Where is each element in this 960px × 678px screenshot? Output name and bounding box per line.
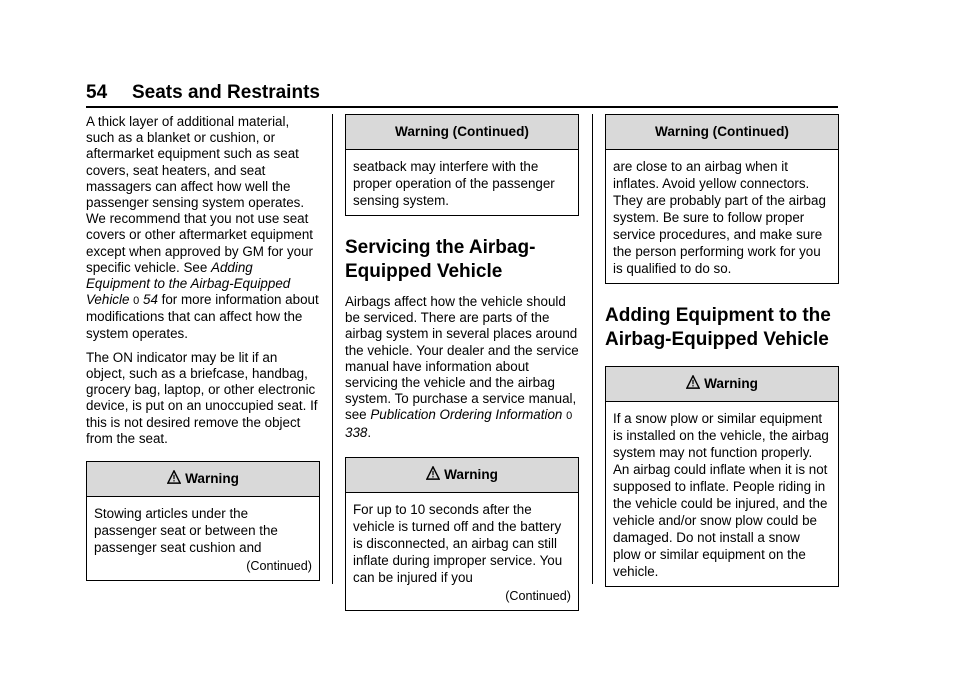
warning-continued-box <box>345 114 579 216</box>
warning-triangle-icon <box>167 470 181 484</box>
warning-body <box>87 497 319 580</box>
xref-publication-ordering[interactable]: Publication Ordering Information 0 338 <box>345 407 573 440</box>
warning-header <box>346 458 578 493</box>
warning-title: Warning <box>704 376 758 391</box>
warning-continued-header: Warning (Continued) <box>606 115 838 150</box>
warning-box <box>345 457 579 611</box>
warning-text: Stowing articles under the passenger seat or between the passenger seat cushion and <box>94 506 278 556</box>
warning-triangle-icon <box>426 466 440 480</box>
warning-continued-box <box>605 114 839 284</box>
warning-header <box>87 462 319 497</box>
warning-box <box>86 461 320 581</box>
warning-header <box>606 367 838 402</box>
warning-title: Warning <box>444 466 498 482</box>
warning-title: Warning <box>185 471 239 487</box>
paragraph-seat-covers: A thick layer of additional material, such as a blanket or cushion, or aftermarket equipment such as seat covers, seat heaters, and seat massagers can affect how well the passenger sensing system operates. We recommend that you not use seat covers or other aftermarket equipment except when approved by GM for your specific vehicle. See Adding Equipment to the Airbag-Equipped Vehicle 0 54 for more information about modifications that can affect how the system operates. <box>86 114 319 341</box>
warning-text: If a snow plow or similar equipment is installed on the vehicle, the airbag system may not function properly. An airbag could inflate when it is not supposed to inflate. People riding in the vehicle could be injured, and the vehicle and/or snow plow could be damaged. Do not install a snow plow or similar equipment on the vehicle. <box>613 411 829 579</box>
paragraph-on-indicator: The ON indicator may be lit if an object, such as a briefcase, handbag, grocery bag, laptop, or other electronic device, is put on an unoccupied seat. If this is not desired remove the object from the seat. <box>86 349 318 446</box>
warning-body <box>346 493 578 610</box>
section-heading-servicing: Servicing the Airbag-Equipped Vehicle <box>345 237 536 282</box>
xref-adding-equipment[interactable]: Adding Equipment to the Airbag-Equipped Vehicle 0 54 <box>86 259 291 308</box>
column-divider <box>332 114 333 584</box>
warning-box <box>605 366 839 587</box>
warning-triangle-icon <box>686 375 700 389</box>
section-heading-adding-equipment: Adding Equipment to the Airbag-Equipped Vehicle <box>605 305 831 350</box>
column-1 <box>86 114 320 591</box>
column-3 <box>605 114 839 597</box>
page-header <box>86 82 838 108</box>
warning-continued-header: Warning (Continued) <box>346 115 578 150</box>
column-2 <box>345 114 579 621</box>
page-ref-arrow-icon: 0 <box>566 410 573 423</box>
continued-label: (Continued) <box>246 559 312 574</box>
continued-label: (Continued) <box>505 588 571 603</box>
section-title: Seats and Restraints <box>132 82 320 103</box>
column-divider <box>592 114 593 584</box>
paragraph-servicing: Airbags affect how the vehicle should be serviced. There are parts of the airbag system in several places around the vehicle. Your dealer and the service manual have information about servicing the vehicle and the airbag system. To purchase a service manual, see Publication Ordering Information 0 338. <box>345 294 579 440</box>
warning-text: For up to 10 seconds after the vehicle is turned off and the battery is disconnected, an airbag can still inflate during improper service. You can be injured if you <box>353 501 563 585</box>
warning-continued-text: seatback may interfere with the proper operation of the passenger sensing system. <box>353 159 555 208</box>
warning-continued-text: are close to an airbag when it inflates. Avoid yellow connectors. They are probably part of the airbag system. Be sure to follow proper service procedures, and make sure the person performing work for you is qualified to do so. <box>613 159 826 276</box>
page-ref-arrow-icon: 0 <box>133 295 140 308</box>
page-number: 54 <box>86 82 108 103</box>
